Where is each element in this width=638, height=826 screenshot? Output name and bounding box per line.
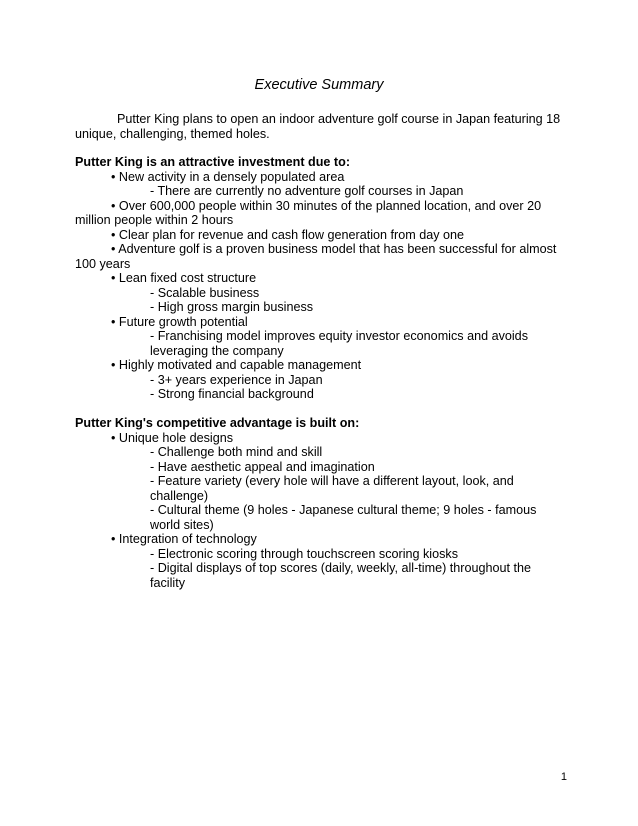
investment-heading: Putter King is an attractive investment due to: <box>75 155 351 169</box>
bullet-continuation: million people within 2 hours <box>75 213 234 227</box>
bullet-line: • Lean fixed cost structure <box>111 271 257 285</box>
sub-bullet-line: - Strong financial background <box>150 387 314 401</box>
advantage-section <box>75 416 565 590</box>
intro-paragraph: Putter King plans to open an indoor adventure golf course in Japan featuring 18 unique, challenging, themed holes. <box>75 112 561 141</box>
sub-bullet-continuation: facility <box>150 575 185 590</box>
sub-bullet-continuation: leveraging the company <box>150 343 284 358</box>
bullet-line: • Integration of technology <box>111 532 257 546</box>
sub-bullet-continuation: world sites) <box>150 517 214 532</box>
advantage-heading: Putter King's competitive advantage is built on: <box>75 416 360 430</box>
sub-bullet-line: - Electronic scoring through touchscreen scoring kiosks <box>150 546 458 561</box>
sub-bullet-line: - Scalable business <box>150 285 260 300</box>
bullet-line: • Future growth potential <box>111 314 248 329</box>
bullet-line: • Adventure golf is a proven business model that has been successful for almost <box>111 242 557 256</box>
sub-bullet-line: - Digital displays of top scores (daily, weekly, all-time) throughout the <box>150 561 532 575</box>
sub-bullet-line: - There are currently no adventure golf courses in Japan <box>150 184 464 198</box>
bullet-line: • Clear plan for revenue and cash flow generation from day one <box>111 227 465 242</box>
page-number: 1 <box>560 771 567 783</box>
sub-bullet-line: - Have aesthetic appeal and imagination <box>150 459 375 474</box>
sub-bullet-continuation: challenge) <box>150 488 209 503</box>
investment-section <box>75 155 565 402</box>
sub-bullet-line: - Feature variety (every hole will have a different layout, look, and <box>150 474 514 488</box>
sub-bullet-line: - 3+ years experience in Japan <box>150 372 323 387</box>
bullet-line: • Unique hole designs <box>111 430 234 445</box>
bullet-line: • Over 600,000 people within 30 minutes of the planned location, and over 20 <box>111 198 542 213</box>
bullet-line: • Highly motivated and capable management <box>111 358 362 372</box>
page-title: Executive Summary <box>254 77 384 93</box>
sub-bullet-line: - Challenge both mind and skill <box>150 445 323 459</box>
sub-bullet-line: - Franchising model improves equity investor economics and avoids <box>150 329 528 343</box>
sub-bullet-line: - Cultural theme (9 holes - Japanese cultural theme; 9 holes - famous <box>150 503 537 517</box>
sub-bullet-line: - High gross margin business <box>150 300 314 314</box>
bullet-line: • New activity in a densely populated area <box>111 169 345 184</box>
bullet-continuation: 100 years <box>75 256 131 271</box>
